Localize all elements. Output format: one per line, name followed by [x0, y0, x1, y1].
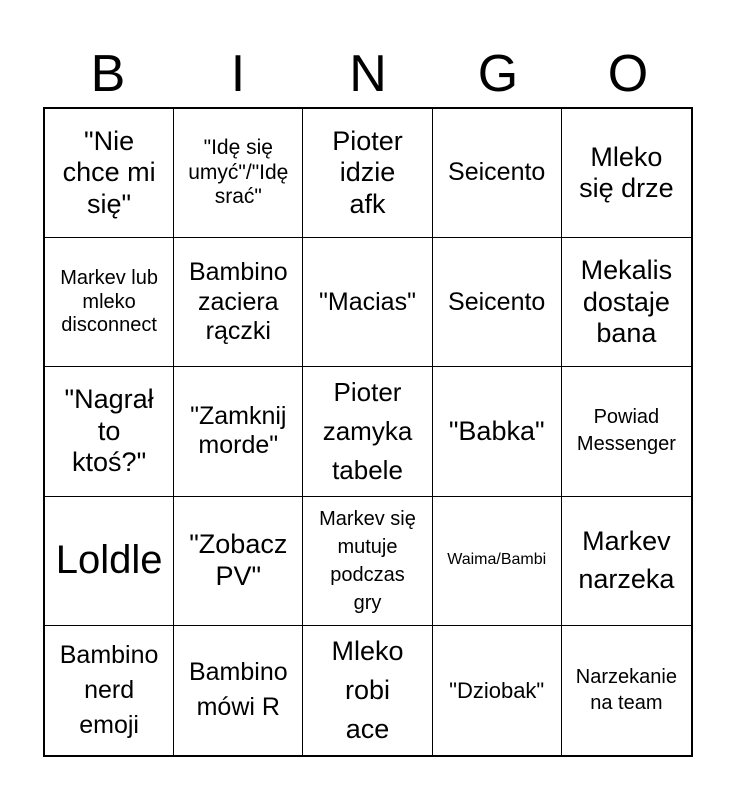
bingo-cell[interactable] [45, 238, 174, 367]
bingo-cell[interactable] [562, 367, 691, 496]
bingo-cell[interactable] [303, 367, 432, 496]
header-letter-i: I [230, 45, 246, 103]
bingo-cell[interactable] [433, 626, 562, 755]
cell-text: "Nie chce mi się" [62, 125, 156, 219]
bingo-cell[interactable] [174, 497, 303, 626]
bingo-cell[interactable] [303, 497, 432, 626]
cell-text: Mleko się drze [579, 141, 674, 204]
cell-text: Seicento [448, 287, 546, 316]
cell-text: Narzekanie na team [575, 666, 677, 715]
cell-text: Powiad Messenger [576, 405, 676, 456]
bingo-cell[interactable] [562, 626, 691, 755]
cell-text: Mleko robi ace [331, 635, 404, 744]
bingo-cell[interactable] [303, 626, 432, 755]
cell-text: Markev się mutuje podczas gry [319, 507, 416, 614]
cell-text: "Babka" [448, 415, 545, 446]
header-letter-b: B [90, 45, 126, 103]
cell-text: Waima/Bambi [447, 551, 547, 569]
bingo-cell[interactable] [174, 109, 303, 238]
cell-text: Pioter idzie afk [332, 125, 403, 219]
bingo-cell[interactable] [303, 238, 432, 367]
cell-text: Markev narzeka [578, 525, 675, 594]
header-letter-g: G [477, 45, 519, 103]
bingo-board [43, 107, 693, 757]
cell-text: "Dziobak" [449, 677, 545, 703]
bingo-cell[interactable] [45, 367, 174, 496]
bingo-cell[interactable] [174, 238, 303, 367]
bingo-cell[interactable] [562, 238, 691, 367]
cell-text: Seicento [448, 158, 546, 187]
bingo-cell[interactable] [562, 497, 691, 626]
bingo-header [43, 40, 693, 108]
bingo-cell[interactable] [562, 109, 691, 238]
bingo-cell[interactable] [303, 109, 432, 238]
cell-text: Markev lub mleko disconnect [60, 267, 158, 336]
bingo-cell[interactable] [45, 626, 174, 755]
cell-text: "Zamknij morde" [190, 402, 287, 460]
header-letter-n: N [349, 45, 387, 103]
cell-text: Bambino zaciera rączki [188, 258, 288, 345]
bingo-cell[interactable] [433, 109, 562, 238]
cell-text: "Idę się umyć"/"Idę srać" [188, 136, 289, 209]
cell-text: Pioter zamyka tabele [322, 376, 413, 485]
bingo-cell[interactable] [433, 497, 562, 626]
header-letter-o: O [607, 45, 649, 103]
bingo-cell[interactable] [174, 367, 303, 496]
cell-text: "Macias" [319, 287, 416, 316]
cell-text: Bambino nerd emoji [59, 640, 159, 739]
cell-text: "Zobacz PV" [189, 529, 288, 591]
cell-text: Loldle [55, 538, 163, 583]
cell-text: "Nagrał to ktoś?" [64, 384, 154, 478]
bingo-cell[interactable] [45, 497, 174, 626]
bingo-cell[interactable] [45, 109, 174, 238]
cell-text: Mekalis dostaje bana [580, 254, 673, 349]
bingo-cell[interactable] [174, 626, 303, 755]
bingo-cell[interactable] [433, 238, 562, 367]
bingo-cell[interactable] [433, 367, 562, 496]
cell-text: Bambino mówi R [188, 658, 288, 722]
